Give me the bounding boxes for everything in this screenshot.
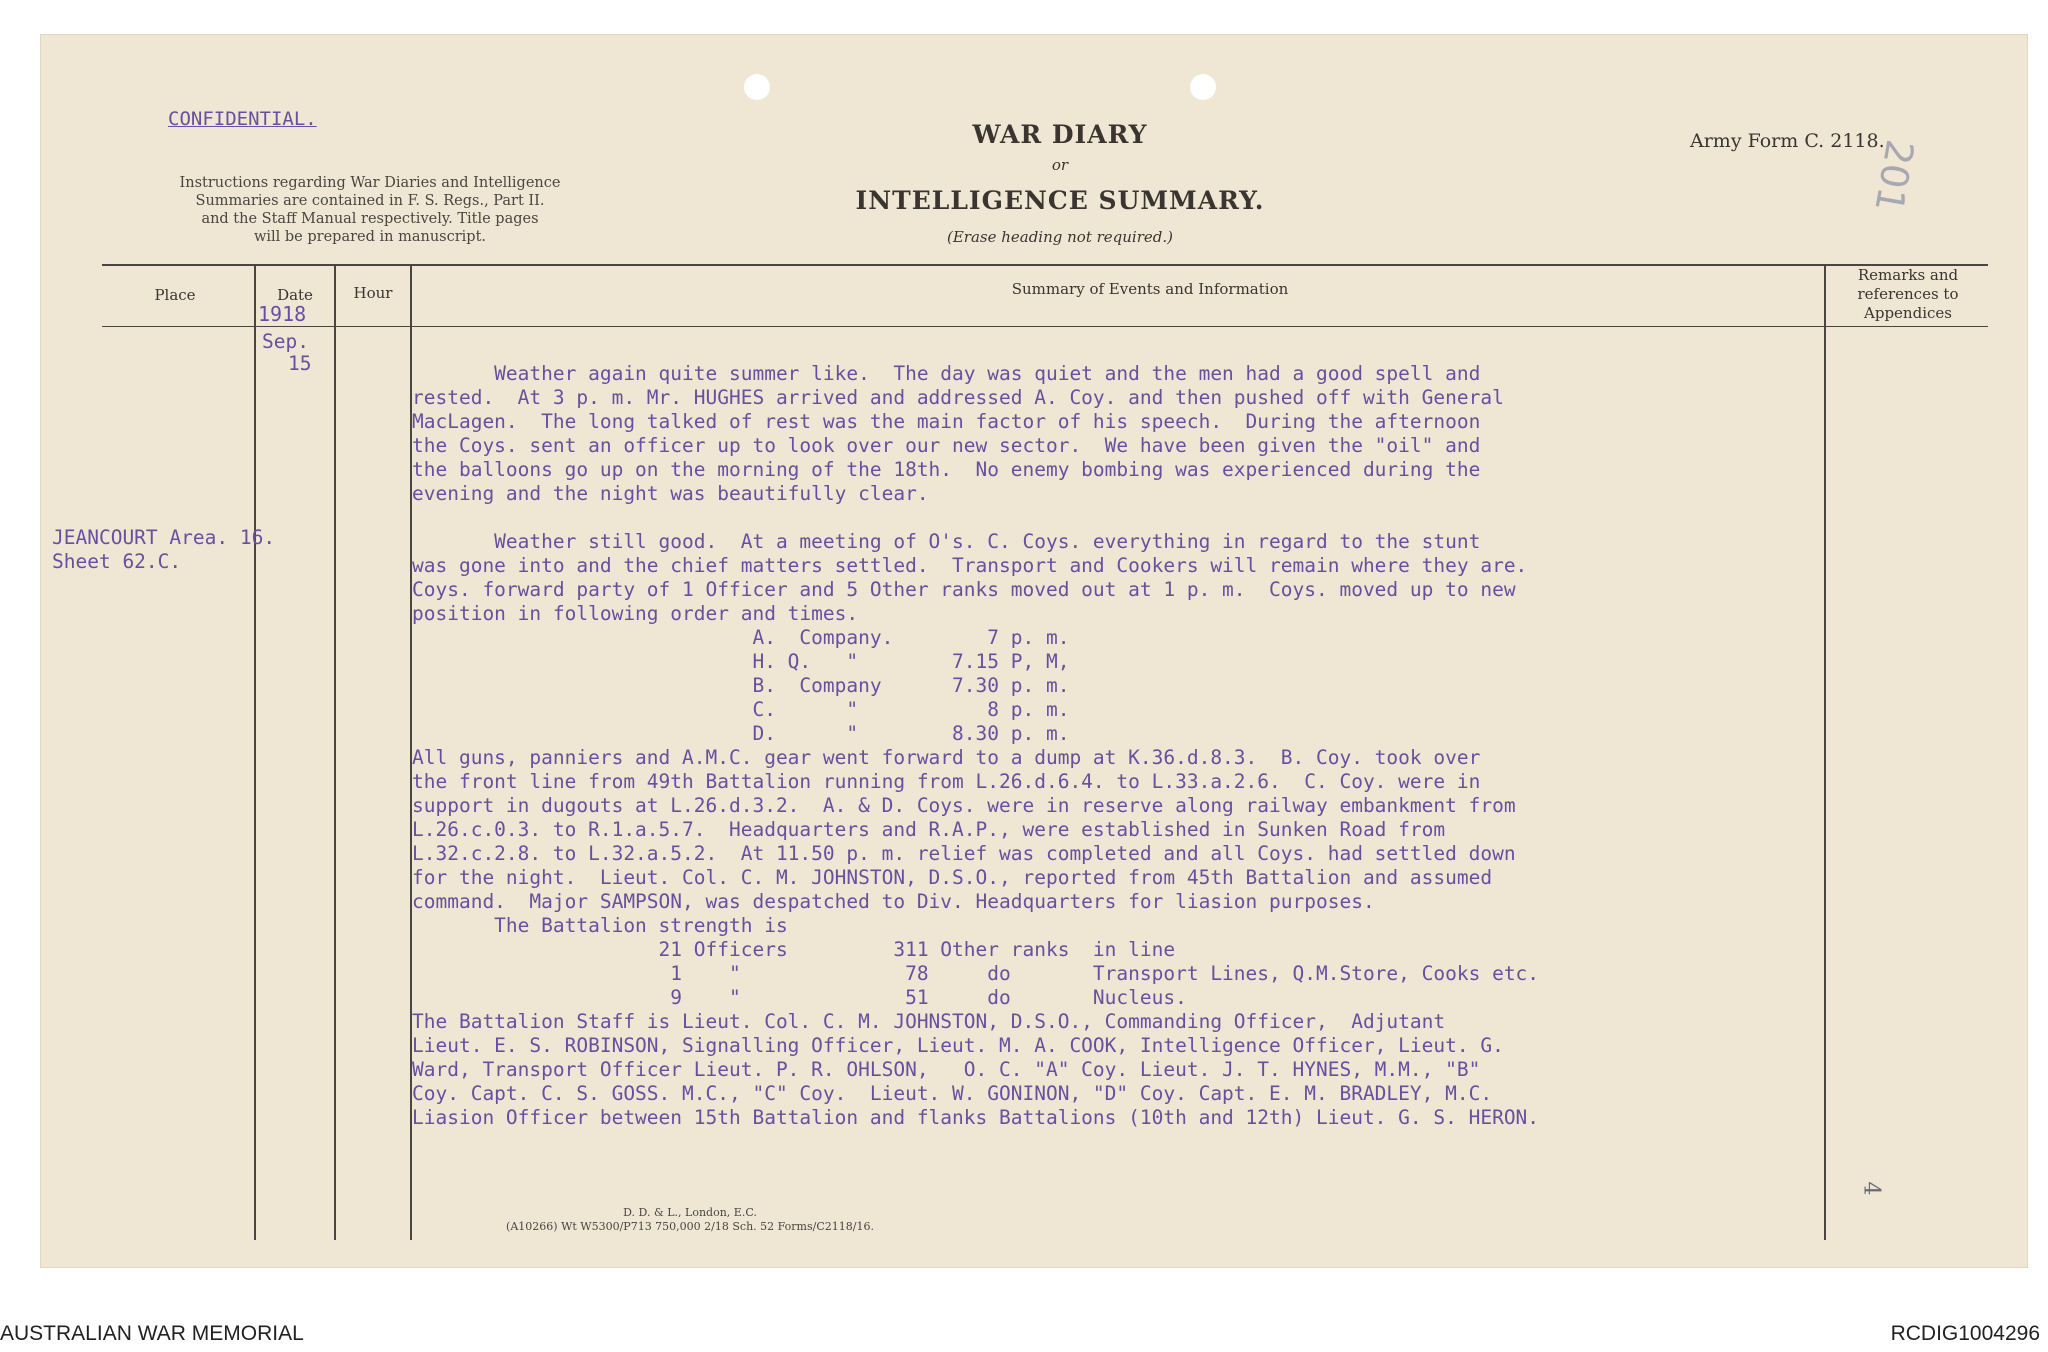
diary-line: for the night. Lieut. Col. C. M. JOHNSTON, D.S.O., reported from 45th Battalion and assumed: [412, 866, 1493, 889]
diary-line: position in following order and times.: [412, 602, 859, 625]
diary-line: B. Company 7.30 p. m.: [412, 674, 1070, 697]
diary-entry-text: [412, 362, 1539, 1130]
form-number: Army Form C. 2118.: [1690, 130, 1885, 152]
title-war-diary: WAR DIARY: [972, 120, 1148, 149]
page-number: 4: [1858, 1181, 1884, 1196]
diary-line: The Battalion Staff is Lieut. Col. C. M. JOHNSTON, D.S.O., Commanding Officer, Adjutant: [412, 1010, 1446, 1033]
diary-line: The Battalion strength is: [412, 914, 788, 937]
table-top-rule: [102, 264, 1988, 266]
diary-line: rested. At 3 p. m. Mr. HUGHES arrived and addressed A. Coy. and then pushed off with General: [412, 386, 1504, 409]
diary-line: Weather still good. At a meeting of O's. C. Coys. everything in regard to the stunt: [412, 530, 1481, 553]
diary-line: [412, 506, 1539, 530]
diary-line: 9 " 51 do Nucleus.: [412, 986, 1187, 1009]
diary-line: the front line from 49th Battalion running from L.26.d.6.4. to L.33.a.2.6. C. Coy. were in: [412, 770, 1481, 793]
column-rule: [334, 264, 336, 1240]
column-date: Date: [277, 286, 313, 304]
diary-line: Liasion Officer between 15th Battalion and flanks Battalions (10th and 12th) Lieut. G. S. HERON.: [412, 1106, 1540, 1129]
diary-line: H. Q. " 7.15 P, M,: [412, 650, 1070, 673]
column-rule: [254, 264, 256, 1240]
place-jeancourt: JEANCOURT Area. 16.: [52, 526, 276, 549]
confidential-label: CONFIDENTIAL.: [168, 108, 317, 130]
column-place: Place: [154, 286, 196, 304]
diary-line: MacLagen. The long talked of rest was the main factor of his speech. During the afternoon: [412, 410, 1481, 433]
diary-line: Lieut. E. S. ROBINSON, Signalling Officer, Lieut. M. A. COOK, Intelligence Officer, Lieut. G.: [412, 1034, 1504, 1057]
date-month: Sep.: [262, 330, 309, 353]
diary-line: the Coys. sent an officer up to look over our new sector. We have been given the "oil" and: [412, 434, 1481, 457]
archive-credit: AUSTRALIAN WAR MEMORIAL: [0, 1322, 304, 1345]
diary-line: command. Major SAMPSON, was despatched to Div. Headquarters for liasion purposes.: [412, 890, 1375, 913]
diary-line: Coy. Capt. C. S. GOSS. M.C., "C" Coy. Lieut. W. GONINON, "D" Coy. Capt. E. M. BRADLEY, M.C.: [412, 1082, 1493, 1105]
diary-line: D. " 8.30 p. m.: [412, 722, 1070, 745]
stamp-number: 201: [1866, 136, 1923, 216]
diary-line: support in dugouts at L.26.d.3.2. A. & D. Coys. were in reserve along railway embankment from: [412, 794, 1516, 817]
diary-line: the balloons go up on the morning of the 18th. No enemy bombing was experienced during the: [412, 458, 1481, 481]
instructions-text: Instructions regarding War Diaries and Intelligence Summaries are contained in F. S. Regs., Part II. and the Staff Manual respectively. Title pages will be prepared in manuscript.: [179, 175, 561, 245]
diary-line: L.26.c.0.3. to R.1.a.5.7. Headquarters and R.A.P., were established in Sunken Road from: [412, 818, 1446, 841]
printer-imprint: D. D. & L., London, E.C. (A10266) Wt W5300/P713 750,000 2/18 Sch. 52 Forms/C2118/16.: [506, 1206, 874, 1233]
diary-line: 1 " 78 do Transport Lines, Q.M.Store, Cooks etc.: [412, 962, 1540, 985]
header-bottom-rule: [102, 326, 1988, 327]
diary-line: 21 Officers 311 Other ranks in line: [412, 938, 1176, 961]
punch-hole: [1190, 74, 1216, 100]
column-year: 1918: [258, 302, 307, 326]
erase-note: (Erase heading not required.): [946, 228, 1174, 246]
column-hour: Hour: [353, 284, 393, 302]
title-intelligence-summary: INTELLIGENCE SUMMARY.: [855, 186, 1265, 215]
title-or: or: [1051, 156, 1069, 174]
column-rule: [1824, 264, 1826, 1240]
diary-line: evening and the night was beautifully clear.: [412, 482, 929, 505]
diary-line: All guns, panniers and A.M.C. gear went forward to a dump at K.36.d.8.3. B. Coy. took over: [412, 746, 1481, 769]
diary-line: Weather again quite summer like. The day was quiet and the men had a good spell and: [412, 362, 1481, 385]
column-summary: Summary of Events and Information: [1011, 280, 1289, 298]
diary-line: Coys. forward party of 1 Officer and 5 Other ranks moved out at 1 p. m. Coys. moved up to new: [412, 578, 1516, 601]
diary-line: C. " 8 p. m.: [412, 698, 1070, 721]
punch-hole: [744, 74, 770, 100]
diary-line: was gone into and the chief matters settled. Transport and Cookers will remain where they are.: [412, 554, 1528, 577]
place-sheet: Sheet 62.C.: [52, 550, 182, 573]
diary-line: L.32.c.2.8. to L.32.a.5.2. At 11.50 p. m. relief was completed and all Coys. had settled down: [412, 842, 1516, 865]
date-15: 15: [288, 352, 312, 375]
archive-id: RCDIG1004296: [1890, 1322, 2040, 1345]
diary-line: A. Company. 7 p. m.: [412, 626, 1070, 649]
column-remarks: Remarks and references to Appendices: [1857, 266, 1959, 322]
diary-line: Ward, Transport Officer Lieut. P. R. OHLSON, O. C. "A" Coy. Lieut. J. T. HYNES, M.M., "B": [412, 1058, 1481, 1081]
